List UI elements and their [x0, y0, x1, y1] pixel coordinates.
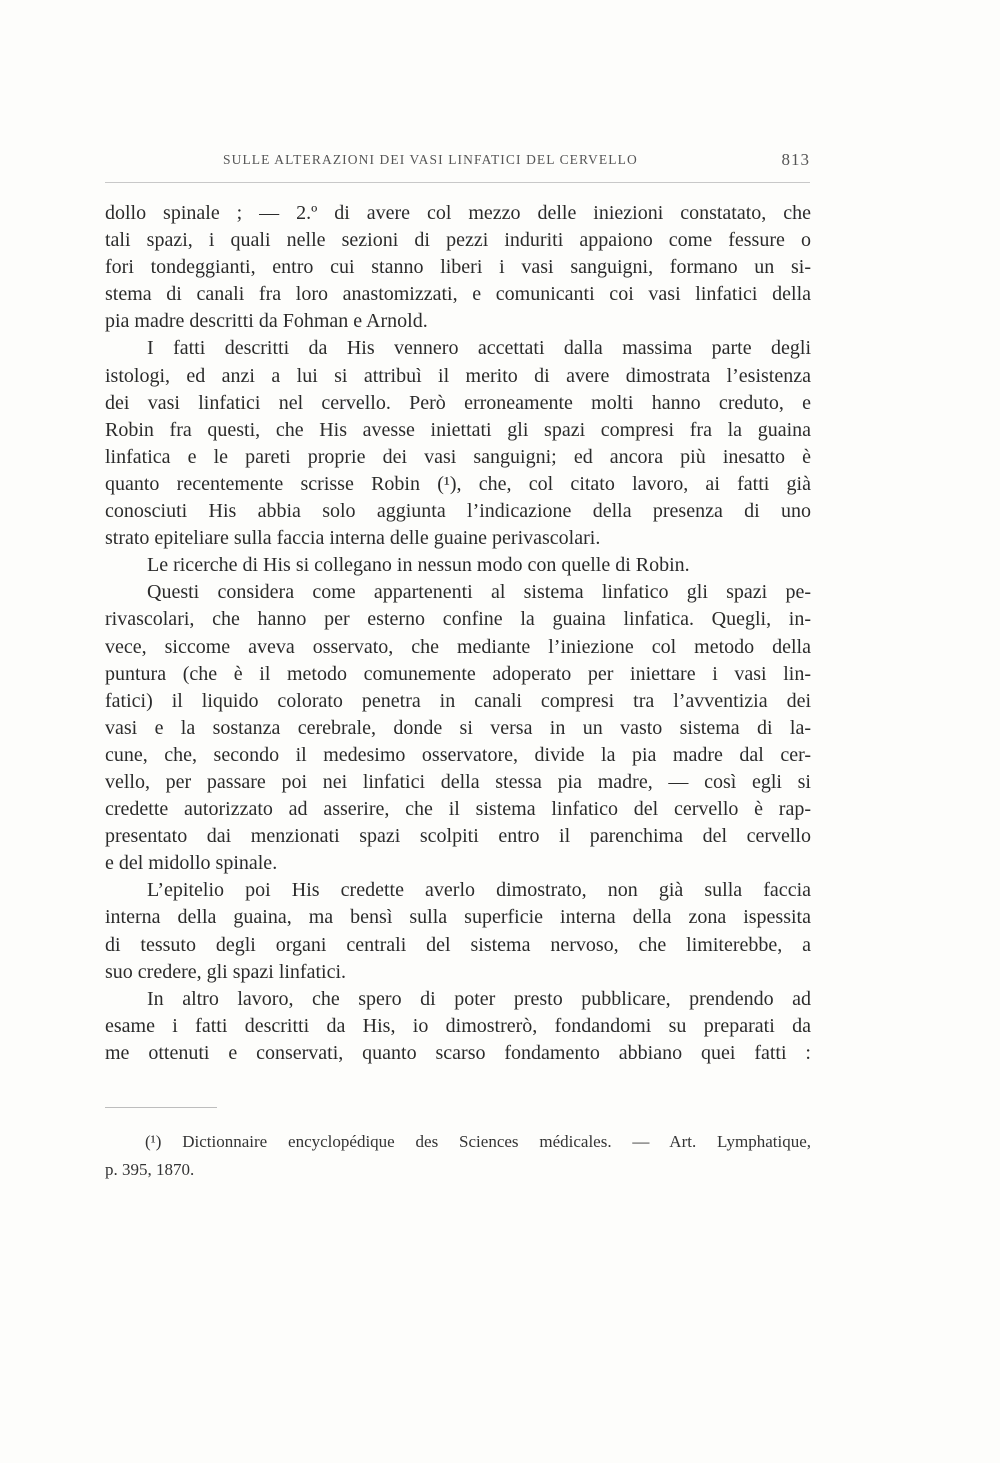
header-rule	[105, 182, 810, 183]
footnotes	[105, 1128, 811, 1184]
running-title: SULLE ALTERAZIONI DEI VASI LINFATICI DEL CERVELLO	[223, 152, 638, 167]
text-line: In altro lavoro, che spero di poter presto pubblicare, prendendo ad	[147, 987, 811, 1010]
text-line: strato epiteliare sulla faccia interna delle guaine perivascolari.	[105, 527, 601, 550]
text-line: vece, siccome aveva osservato, che mediante l’iniezione col metodo della	[105, 635, 811, 658]
text-line: L’epitelio poi His credette averlo dimostrato, non già sulla faccia	[147, 879, 811, 902]
body-text	[105, 200, 811, 1067]
footnote-line: p. 395, 1870.	[105, 1160, 195, 1179]
text-line: interna della guaina, ma bensì sulla superficie interna della zona ispessita	[105, 906, 811, 929]
text-line: dei vasi linfatici nel cervello. Però erroneamente molti hanno creduto, e	[105, 391, 811, 414]
text-line: quanto recentemente scrisse Robin (¹), che, col citato lavoro, ai fatti già	[105, 472, 811, 495]
text-line: istologi, ed anzi a lui si attribuì il merito di avere dimostrata l’esistenza	[105, 364, 811, 387]
text-line: presentato dai menzionati spazi scolpiti entro il parenchima del cervello	[105, 825, 811, 848]
text-line: conosciuti His abbia solo aggiunta l’indicazione della presenza di uno	[105, 500, 811, 523]
text-line: Le ricerche di His si collegano in nessun modo con quelle di Robin.	[147, 554, 690, 577]
text-line: di tessuto degli organi centrali del sistema nervoso, che limiterebbe, a	[105, 933, 811, 956]
text-line: tali spazi, i quali nelle sezioni di pezzi induriti appaiono come fessure o	[105, 229, 811, 252]
footnote-rule	[105, 1107, 217, 1108]
text-line: Robin fra questi, che His avesse iniettati gli spazi compresi fra la guaina	[105, 418, 811, 441]
text-line: vello, per passare poi nei linfatici della stessa pia madre, — così egli si	[105, 770, 811, 793]
text-line: me ottenuti e conservati, quanto scarso fondamento abbiano quei fatti :	[105, 1041, 811, 1064]
footnote-line: (¹) Dictionnaire encyclopédique des Sciences médicales. — Art. Lymphatique,	[145, 1132, 811, 1151]
text-line: e del midollo spinale.	[105, 852, 278, 875]
text-line: Questi considera come appartenenti al sistema linfatico gli spazi pe-	[147, 581, 811, 604]
text-line: rivascolari, che hanno per esterno confine la guaina linfatica. Quegli, in-	[105, 608, 811, 631]
text-line: esame i fatti descritti da His, io dimostrerò, fondandomi su preparati da	[105, 1014, 811, 1037]
running-head	[105, 150, 810, 180]
text-line: stema di canali fra loro anastomizzati, e comunicanti coi vasi linfatici della	[105, 283, 811, 306]
page-number: 813	[781, 150, 810, 169]
text-line: vasi e la sostanza cerebrale, donde si versa in un vasto sistema di la-	[105, 716, 811, 739]
text-line: linfatica e le pareti proprie dei vasi sanguigni; ed ancora più inesatto è	[105, 445, 811, 468]
text-line: dollo spinale ; — 2.º di avere col mezzo delle iniezioni constatato, che	[105, 202, 811, 224]
text-line: fatici) il liquido colorato penetra in canali compresi tra l’avventizia dei	[105, 689, 811, 712]
text-line: fori tondeggianti, entro cui stanno liberi i vasi sanguigni, formano un si-	[105, 256, 811, 279]
text-line: puntura (che è il metodo comunemente adoperato per iniettare i vasi lin-	[105, 662, 811, 685]
text-line: cune, che, secondo il medesimo osservatore, divide la pia madre dal cer-	[105, 743, 811, 766]
text-line: suo credere, gli spazi linfatici.	[105, 960, 347, 983]
text-line: credette autorizzato ad asserire, che il sistema linfatico del cervello è rap-	[105, 798, 811, 821]
text-line: pia madre descritti da Fohman e Arnold.	[105, 310, 428, 333]
text-line: I fatti descritti da His vennero accettati dalla massima parte degli	[147, 337, 811, 360]
